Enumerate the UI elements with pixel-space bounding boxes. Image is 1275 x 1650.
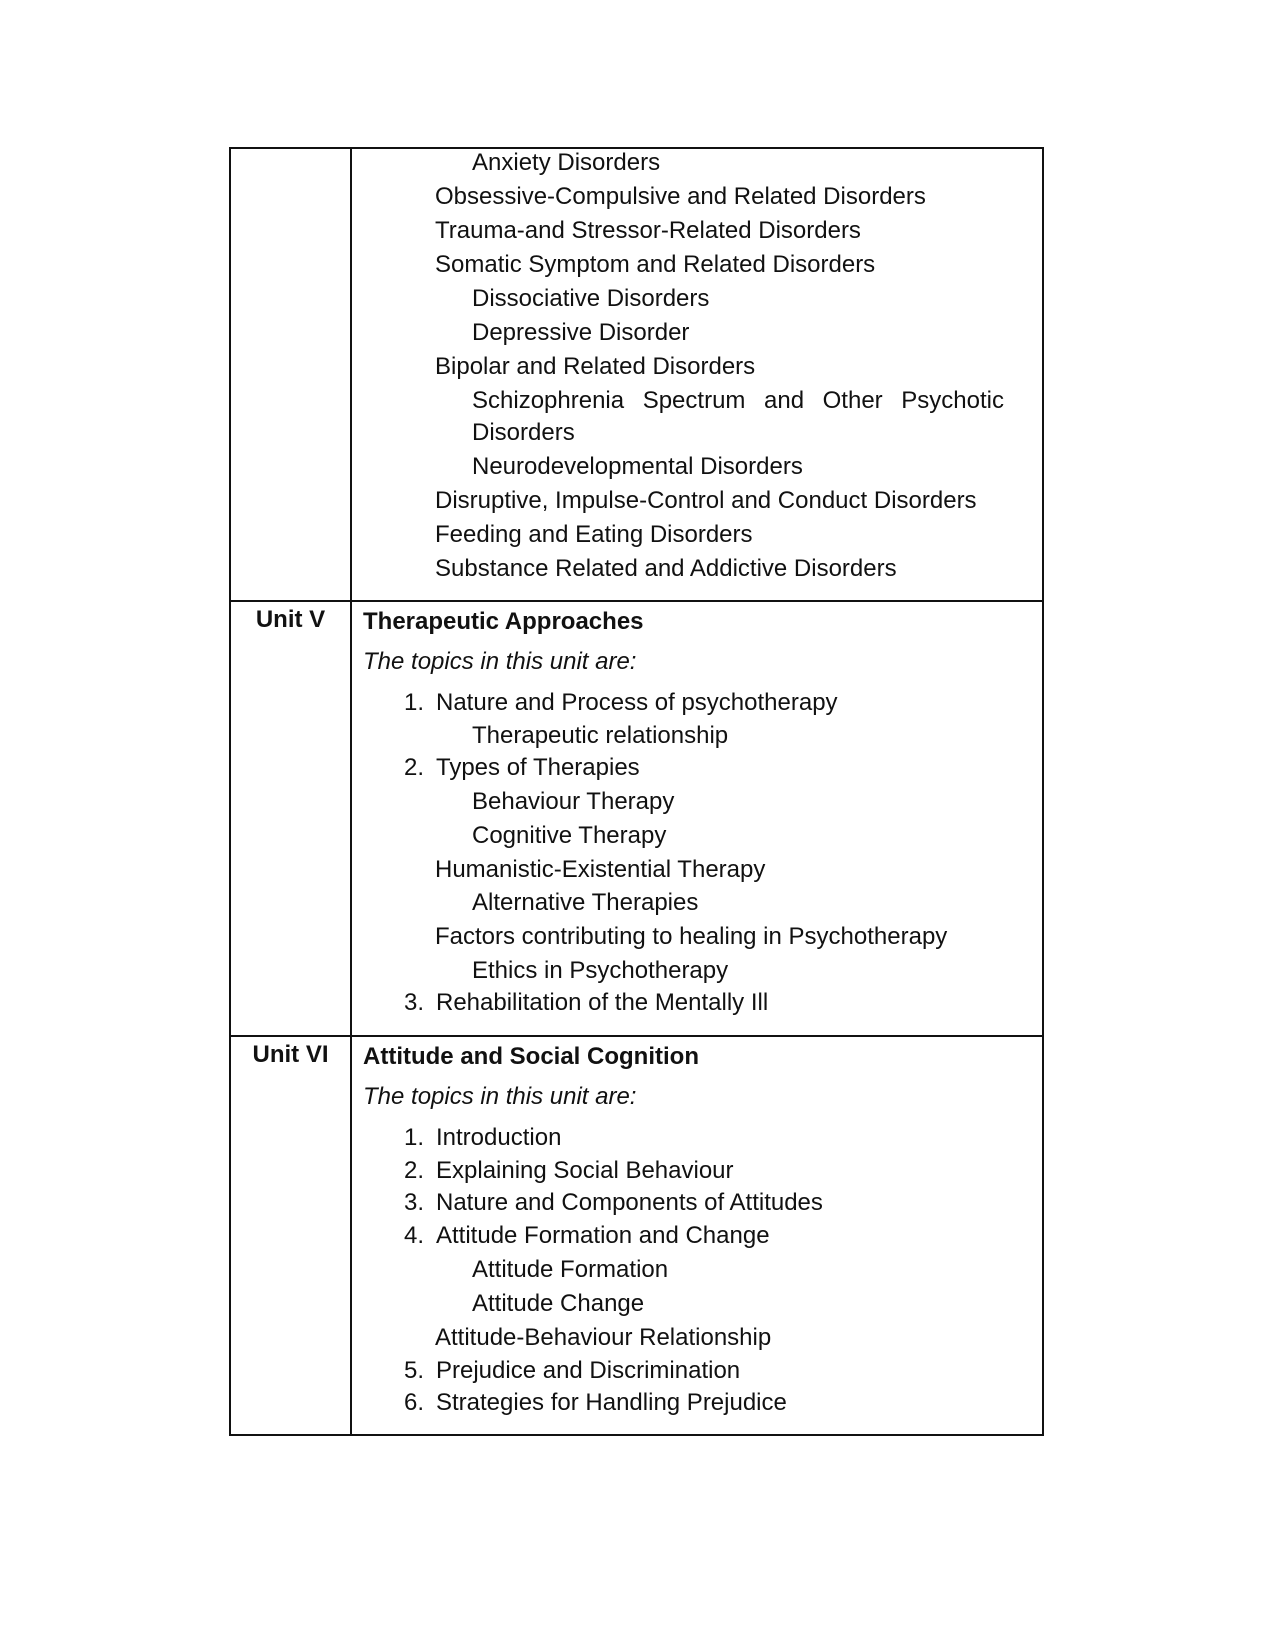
item-text: Introduction [436,1124,562,1151]
justified-text [472,387,1004,415]
list-item: Humanistic-Existential Therapy [435,856,766,883]
list-item [404,1389,787,1417]
list-item: Behaviour Therapy [472,788,675,815]
word: and [764,387,805,414]
list-item: Dissociative Disorders [472,285,710,312]
unit-label: Unit VI [231,1037,352,1434]
item-text: Strategies for Handling Prejudice [436,1389,787,1416]
list-item [404,1222,770,1250]
content-cell [352,149,1042,600]
list-item: Alternative Therapies [472,889,699,916]
item-text: Nature and Components of Attitudes [436,1189,823,1216]
list-item: Attitude Change [472,1290,645,1317]
list-item: Bipolar and Related Disorders [435,353,756,380]
item-number: 1. [404,689,425,716]
word: Spectrum [642,387,746,414]
item-number: 3. [404,1189,425,1216]
list-item [472,387,1004,415]
list-item: Disruptive, Impulse-Control and Conduct Disorders [435,487,977,514]
item-number: 2. [404,754,425,781]
unit-cell [231,149,352,600]
list-item: Feeding and Eating Disorders [435,521,753,548]
item-text: Explaining Social Behaviour [436,1157,734,1184]
unit-title: Attitude and Social Cognition [363,1043,699,1070]
word: Schizophrenia [472,387,625,414]
item-number: 6. [404,1389,425,1416]
list-item: Factors contributing to healing in Psychotherapy [435,923,948,950]
list-item: Trauma-and Stressor-Related Disorders [435,217,861,244]
list-item [404,1189,823,1217]
item-number: 3. [404,989,425,1016]
item-text: Prejudice and Discrimination [436,1357,741,1384]
unit-label: Unit V [231,602,352,1035]
list-item: Neurodevelopmental Disorders [472,453,803,480]
list-item: Somatic Symptom and Related Disorders [435,251,876,278]
list-item: Therapeutic relationship [472,722,729,749]
item-number: 4. [404,1222,425,1249]
unit-title: Therapeutic Approaches [363,608,644,635]
list-item [404,1357,740,1385]
item-number: 1. [404,1124,425,1151]
word: Other [822,387,883,414]
list-item: Attitude-Behaviour Relationship [435,1324,772,1351]
list-item [404,989,768,1017]
list-item [404,754,640,782]
list-item: Depressive Disorder [472,319,690,346]
item-text: Nature and Process of psychotherapy [436,689,838,716]
list-item [404,1124,561,1152]
list-item: Disorders [472,419,575,446]
list-item: Attitude Formation [472,1256,669,1283]
table-row [231,1035,1042,1434]
item-number: 5. [404,1357,425,1384]
unit-intro: The topics in this unit are: [363,1083,637,1110]
list-item: Obsessive-Compulsive and Related Disorders [435,183,926,210]
word: Psychotic [901,387,1004,414]
list-item: Substance Related and Addictive Disorders [435,555,897,582]
list-item: Cognitive Therapy [472,822,667,849]
unit-intro: The topics in this unit are: [363,648,637,675]
item-text: Attitude Formation and Change [436,1222,770,1249]
list-item: Anxiety Disorders [472,149,661,176]
content-cell [352,602,1042,1035]
list-item: Ethics in Psychotherapy [472,957,729,984]
list-item [404,1157,734,1185]
item-text: Rehabilitation of the Mentally Ill [436,989,769,1016]
table-row [231,600,1042,1035]
content-cell [352,1037,1042,1434]
list-item [404,689,838,717]
item-number: 2. [404,1157,425,1184]
item-text: Types of Therapies [436,754,640,781]
table-row [231,149,1042,600]
syllabus-table [229,147,1044,1436]
